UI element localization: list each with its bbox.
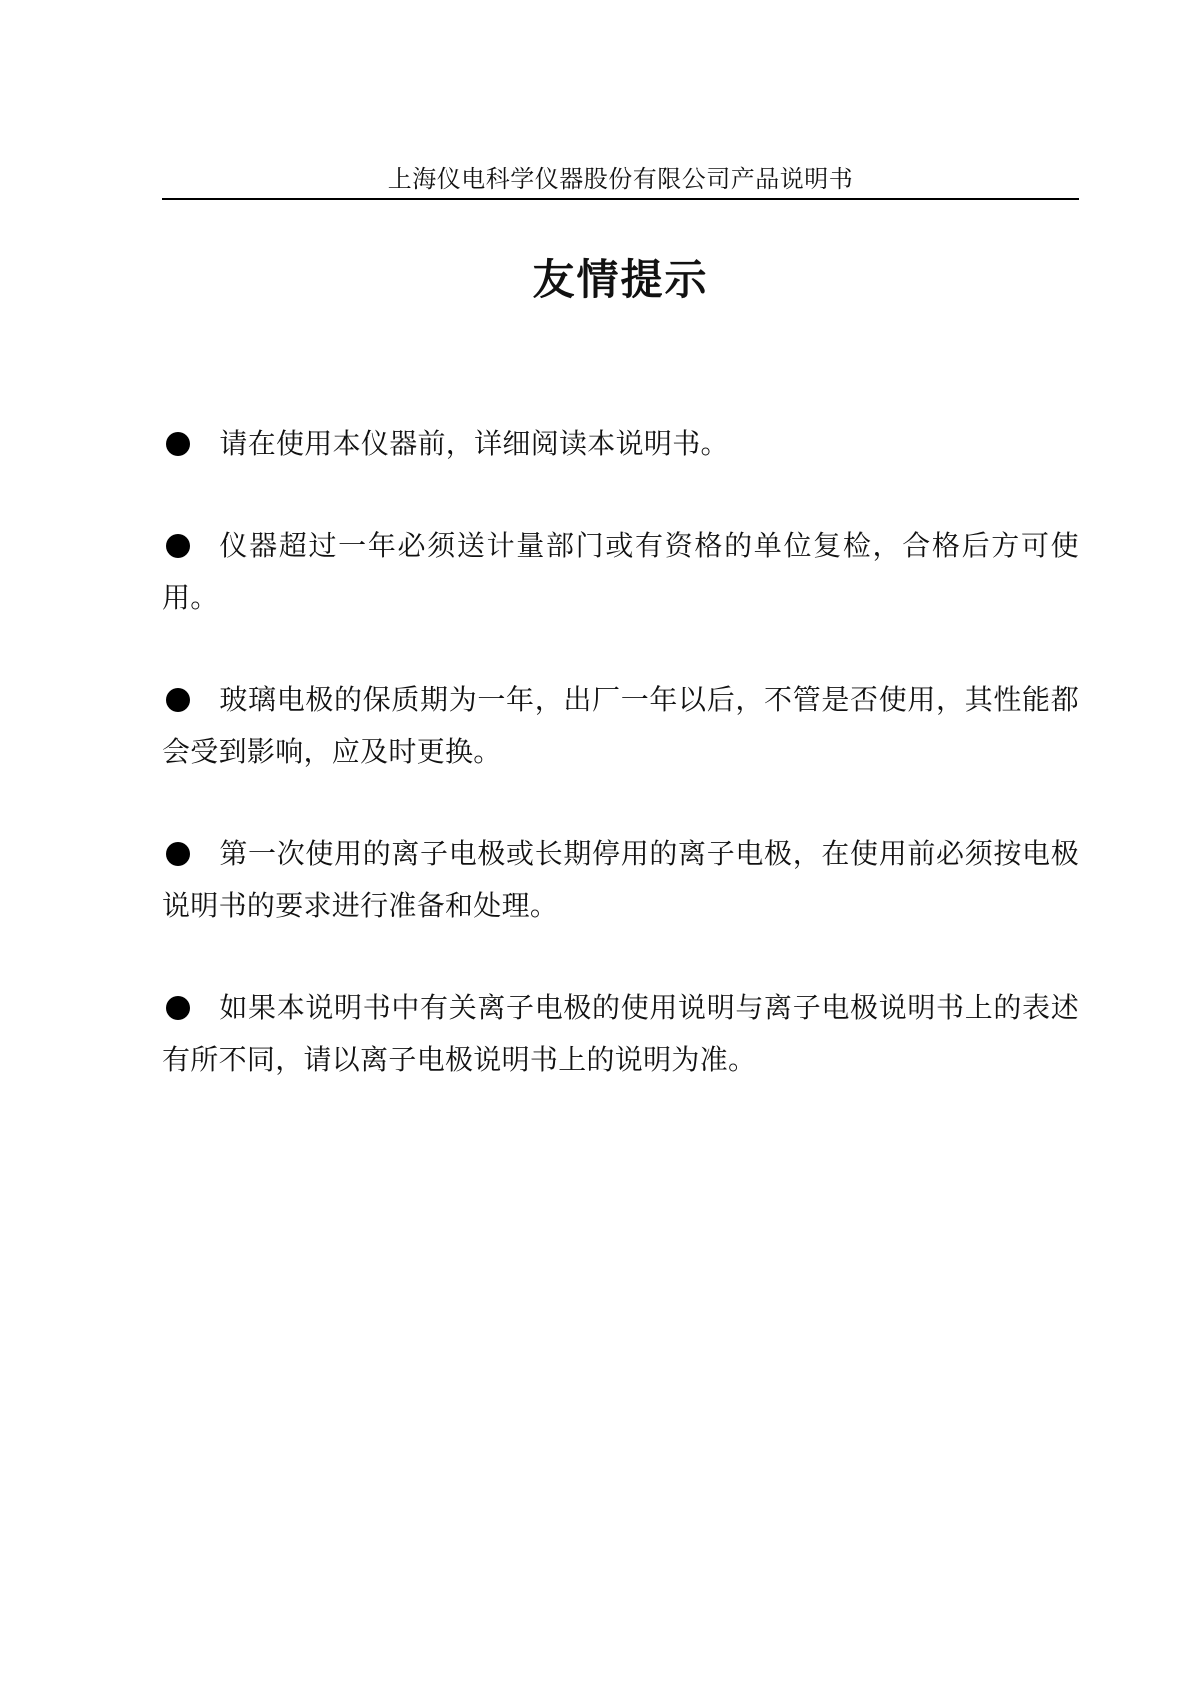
bullet-icon [166,432,190,456]
notice-text: 玻璃电极的保质期为一年，出厂一年以后，不管是否使用，其性能都会受到影响，应及时更换。 [162,683,1079,768]
notice-text: 如果本说明书中有关离子电极的使用说明与离子电极说明书上的表述有所不同，请以离子电极说明书上的说明为准。 [162,991,1079,1076]
notice-item [162,982,1079,1086]
notice-item [162,674,1079,778]
notice-list [162,418,1079,1086]
header-divider [162,198,1079,200]
notice-item [162,828,1079,932]
bullet-icon [166,534,190,558]
bullet-icon [166,842,190,866]
notice-text: 请在使用本仪器前，详细阅读本说明书。 [219,427,729,460]
notice-text: 仪器超过一年必须送计量部门或有资格的单位复检，合格后方可使用。 [162,529,1079,614]
bullet-icon [166,996,190,1020]
notice-text: 第一次使用的离子电极或长期停用的离子电极，在使用前必须按电极说明书的要求进行准备和处理。 [162,837,1079,922]
bullet-icon [166,688,190,712]
notice-item [162,520,1079,624]
page-title: 友情提示 [532,255,709,304]
running-header: 上海仪电科学仪器股份有限公司产品说明书 [387,165,854,193]
notice-item [162,418,1079,470]
